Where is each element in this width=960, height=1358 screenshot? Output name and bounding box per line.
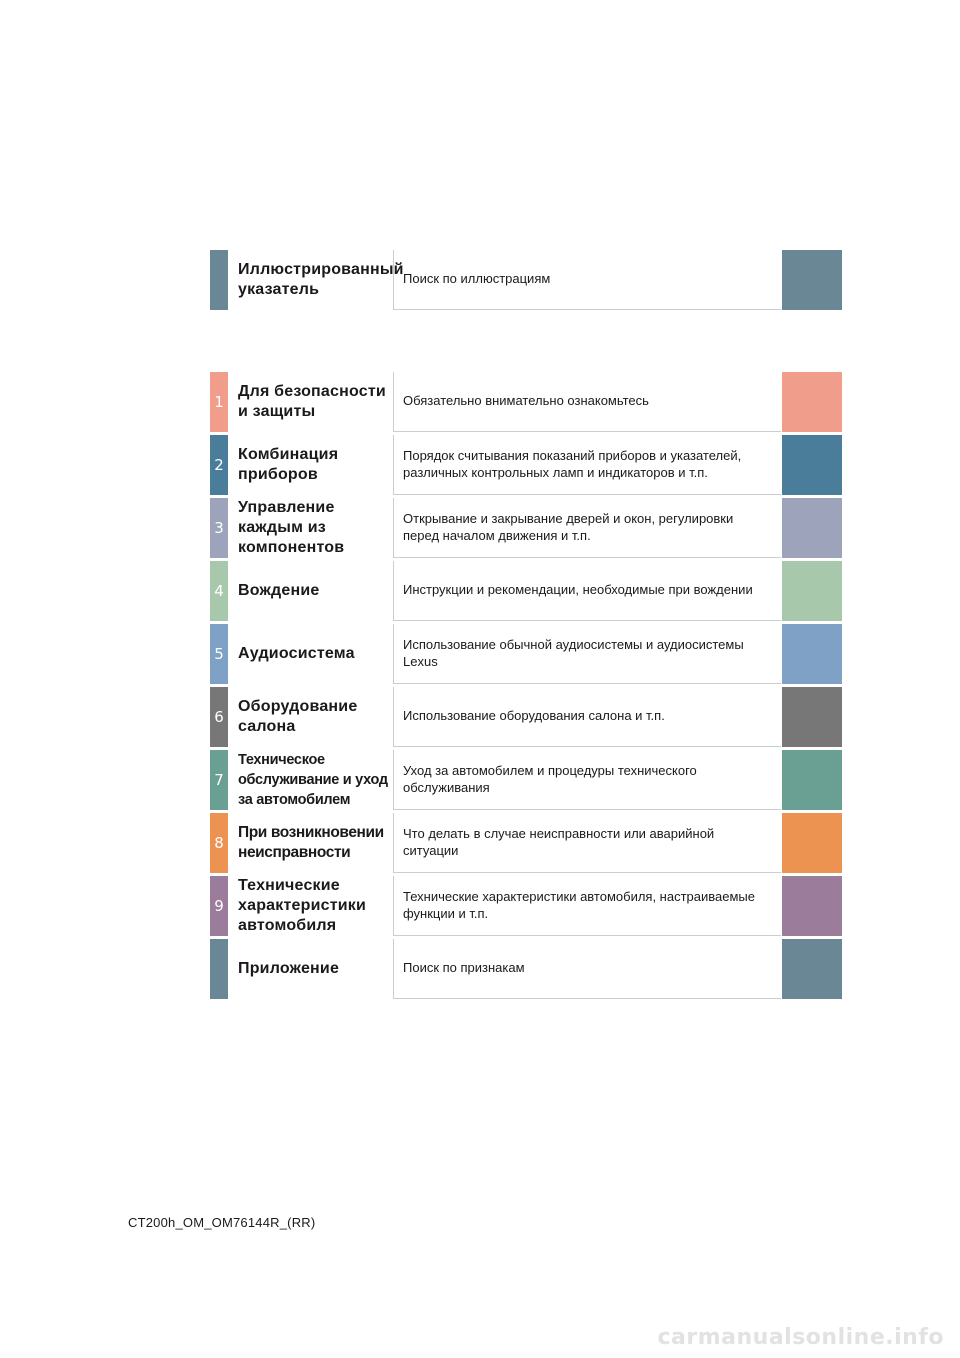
section-description-line: Поиск по иллюстрациям bbox=[403, 271, 551, 287]
section-title bbox=[238, 687, 398, 747]
section-description-line: Обязательно внимательно ознакомьтесь bbox=[403, 393, 649, 409]
section-description-line: Открывание и закрывание дверей и окон, регулировки bbox=[403, 511, 734, 526]
section-color-tab[interactable] bbox=[782, 250, 842, 310]
section-description-line: обслуживания bbox=[403, 779, 490, 795]
section-number: 6 bbox=[210, 687, 228, 747]
section-color-tab[interactable] bbox=[782, 876, 842, 936]
section-description bbox=[393, 813, 781, 873]
section-title-line: компонентов bbox=[238, 539, 345, 556]
section-number bbox=[210, 250, 228, 310]
section-color-tab[interactable] bbox=[782, 813, 842, 873]
section-title bbox=[238, 813, 398, 873]
section-description bbox=[393, 435, 781, 495]
section-description bbox=[393, 939, 781, 999]
section-description bbox=[393, 250, 781, 310]
section-title bbox=[238, 561, 398, 621]
section-title bbox=[238, 250, 404, 310]
section-number: 2 bbox=[210, 435, 228, 495]
section-row[interactable] bbox=[210, 939, 842, 999]
section-description-line: различных контрольных ламп и индикаторов и т.п. bbox=[403, 464, 708, 480]
section-row[interactable] bbox=[210, 250, 842, 310]
section-number: 4 bbox=[210, 561, 228, 621]
section-number: 3 bbox=[210, 498, 228, 558]
section-color-tab[interactable] bbox=[782, 750, 842, 810]
section-title-line: указатель bbox=[238, 281, 320, 298]
section-description bbox=[393, 372, 781, 432]
section-title-line: Оборудование bbox=[238, 698, 358, 715]
section-row[interactable] bbox=[210, 561, 842, 621]
section-color-tab[interactable] bbox=[782, 435, 842, 495]
section-title bbox=[238, 750, 398, 810]
section-description-line: Lexus bbox=[403, 653, 438, 669]
section-number: 9 bbox=[210, 876, 228, 936]
section-title bbox=[238, 939, 398, 999]
section-title-line: салона bbox=[238, 718, 296, 735]
section-color-tab[interactable] bbox=[782, 687, 842, 747]
section-title bbox=[238, 372, 398, 432]
document-code: CT200h_OM_OM76144R_(RR) bbox=[128, 1215, 316, 1230]
section-color-tab[interactable] bbox=[782, 372, 842, 432]
section-description-line: Порядок считывания показаний приборов и указателей, bbox=[403, 448, 742, 463]
section-title-line: характеристики bbox=[238, 897, 367, 914]
section-title-line: каждым из bbox=[238, 519, 326, 536]
section-description bbox=[393, 687, 781, 747]
section-title-line: Вождение bbox=[238, 582, 320, 599]
section-row[interactable] bbox=[210, 813, 842, 873]
section-number: 5 bbox=[210, 624, 228, 684]
section-color-tab[interactable] bbox=[782, 498, 842, 558]
section-title-line: за автомобилем bbox=[238, 792, 351, 808]
section-color-tab[interactable] bbox=[782, 561, 842, 621]
section-number: 1 bbox=[210, 372, 228, 432]
section-number bbox=[210, 939, 228, 999]
section-title-line: Аудиосистема bbox=[238, 645, 355, 662]
section-title-line: обслуживание и уход bbox=[238, 772, 388, 788]
section-description bbox=[393, 750, 781, 810]
section-title bbox=[238, 624, 398, 684]
section-title-line: Управление bbox=[238, 499, 335, 516]
section-description bbox=[393, 498, 781, 558]
section-number: 7 bbox=[210, 750, 228, 810]
section-row[interactable] bbox=[210, 498, 842, 558]
section-title-line: приборов bbox=[238, 466, 318, 483]
section-description-line: Использование обычной аудиосистемы и аудиосистемы bbox=[403, 637, 744, 652]
section-title-line: Комбинация bbox=[238, 446, 339, 463]
section-title-line: Иллюстрированный bbox=[238, 261, 404, 278]
section-description-line: функции и т.п. bbox=[403, 905, 489, 921]
section-description bbox=[393, 561, 781, 621]
section-title bbox=[238, 435, 398, 495]
watermark: carmanualsonline.info bbox=[657, 1325, 944, 1350]
section-row[interactable] bbox=[210, 624, 842, 684]
section-description bbox=[393, 876, 781, 936]
section-description-line: Что делать в случае неисправности или аварийной bbox=[403, 826, 715, 841]
section-title-line: Приложение bbox=[238, 960, 340, 977]
section-description bbox=[393, 624, 781, 684]
section-title-line: Для безопасности bbox=[238, 383, 386, 400]
section-description-line: Инструкции и рекомендации, необходимые при вождении bbox=[403, 582, 753, 598]
section-row[interactable] bbox=[210, 372, 842, 432]
section-description-line: Использование оборудования салона и т.п. bbox=[403, 708, 665, 724]
section-row[interactable] bbox=[210, 687, 842, 747]
section-color-tab[interactable] bbox=[782, 624, 842, 684]
section-description-line: ситуации bbox=[403, 842, 459, 858]
section-title-line: и защиты bbox=[238, 403, 316, 420]
section-title-line: Технические bbox=[238, 877, 340, 894]
section-description-line: перед началом движения и т.п. bbox=[403, 527, 591, 543]
section-row[interactable] bbox=[210, 435, 842, 495]
section-row[interactable] bbox=[210, 750, 842, 810]
section-title bbox=[238, 498, 398, 558]
section-number: 8 bbox=[210, 813, 228, 873]
section-description-line: Технические характеристики автомобиля, настраиваемые bbox=[403, 889, 756, 904]
section-description-line: Поиск по признакам bbox=[403, 960, 525, 976]
section-title-line: автомобиля bbox=[238, 917, 337, 934]
section-title-line: При возникновении bbox=[238, 824, 384, 841]
section-row[interactable] bbox=[210, 876, 842, 936]
section-title-line: неисправности bbox=[238, 844, 351, 861]
section-title-line: Техническое bbox=[238, 752, 325, 768]
section-title bbox=[238, 876, 398, 936]
section-color-tab[interactable] bbox=[782, 939, 842, 999]
section-description-line: Уход за автомобилем и процедуры технического bbox=[403, 763, 697, 778]
